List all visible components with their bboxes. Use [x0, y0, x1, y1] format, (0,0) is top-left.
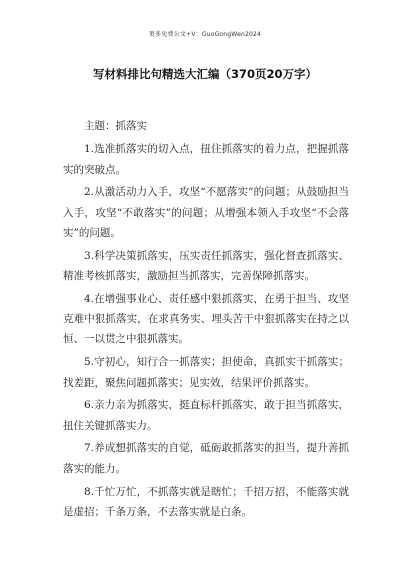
document-title: 写材料排比句精选大汇编（370页20万字） [92, 67, 317, 81]
header-note: 更多免费公文+V：GuoGongWen2024 [148, 31, 262, 38]
paragraph-5: 5.守初心，知行合一抓落实；担使命，真抓实干抓落实；找差距，聚焦问题抓落实；见实效，结果评价抓落实。 [63, 356, 349, 389]
paragraph-4: 4.在增强事业心、责任感中狠抓落实，在勇于担当、攻坚克难中狠抓落实，在求真务实、埋头苦干中狠抓落实在持之以恒、一以贯之中狠抓落实。 [63, 292, 349, 346]
paragraph-3: 3.科学决策抓落实，压实责任抓落实，强化督查抓落实、精准考核抓落实，激励担当抓落实，完善保障抓落实。 [63, 249, 349, 283]
paragraph-1: 1.选准抓落实的切入点，扭住抓落实的着力点，把握抓落实的突破点。 [63, 143, 349, 176]
document-body [63, 116, 349, 525]
paragraph-7: 7.养成想抓落实的自觉，砥砺敢抓落实的担当，提升善抓落实的能力。 [63, 442, 349, 475]
subject-line: 主题：抓落实 [84, 120, 147, 132]
paragraph-8: 8.千忙万忙，不抓落实就是瞎忙；千招万招，不能落实就是虚招；千条万条，不去落实就是白条。 [63, 485, 349, 518]
paragraph-2: 2.从激活动力入手，攻坚“不愿落实”的问题；从鼓励担当入手，攻坚“不敢落实”的问题；从增强本领入手攻坚“不会落实”的问题。 [63, 186, 349, 239]
paragraph-6: 6.亲力亲为抓落实，挺直标杆抓落实，敢于担当抓落实，扭住关键抓落实力。 [63, 399, 349, 432]
